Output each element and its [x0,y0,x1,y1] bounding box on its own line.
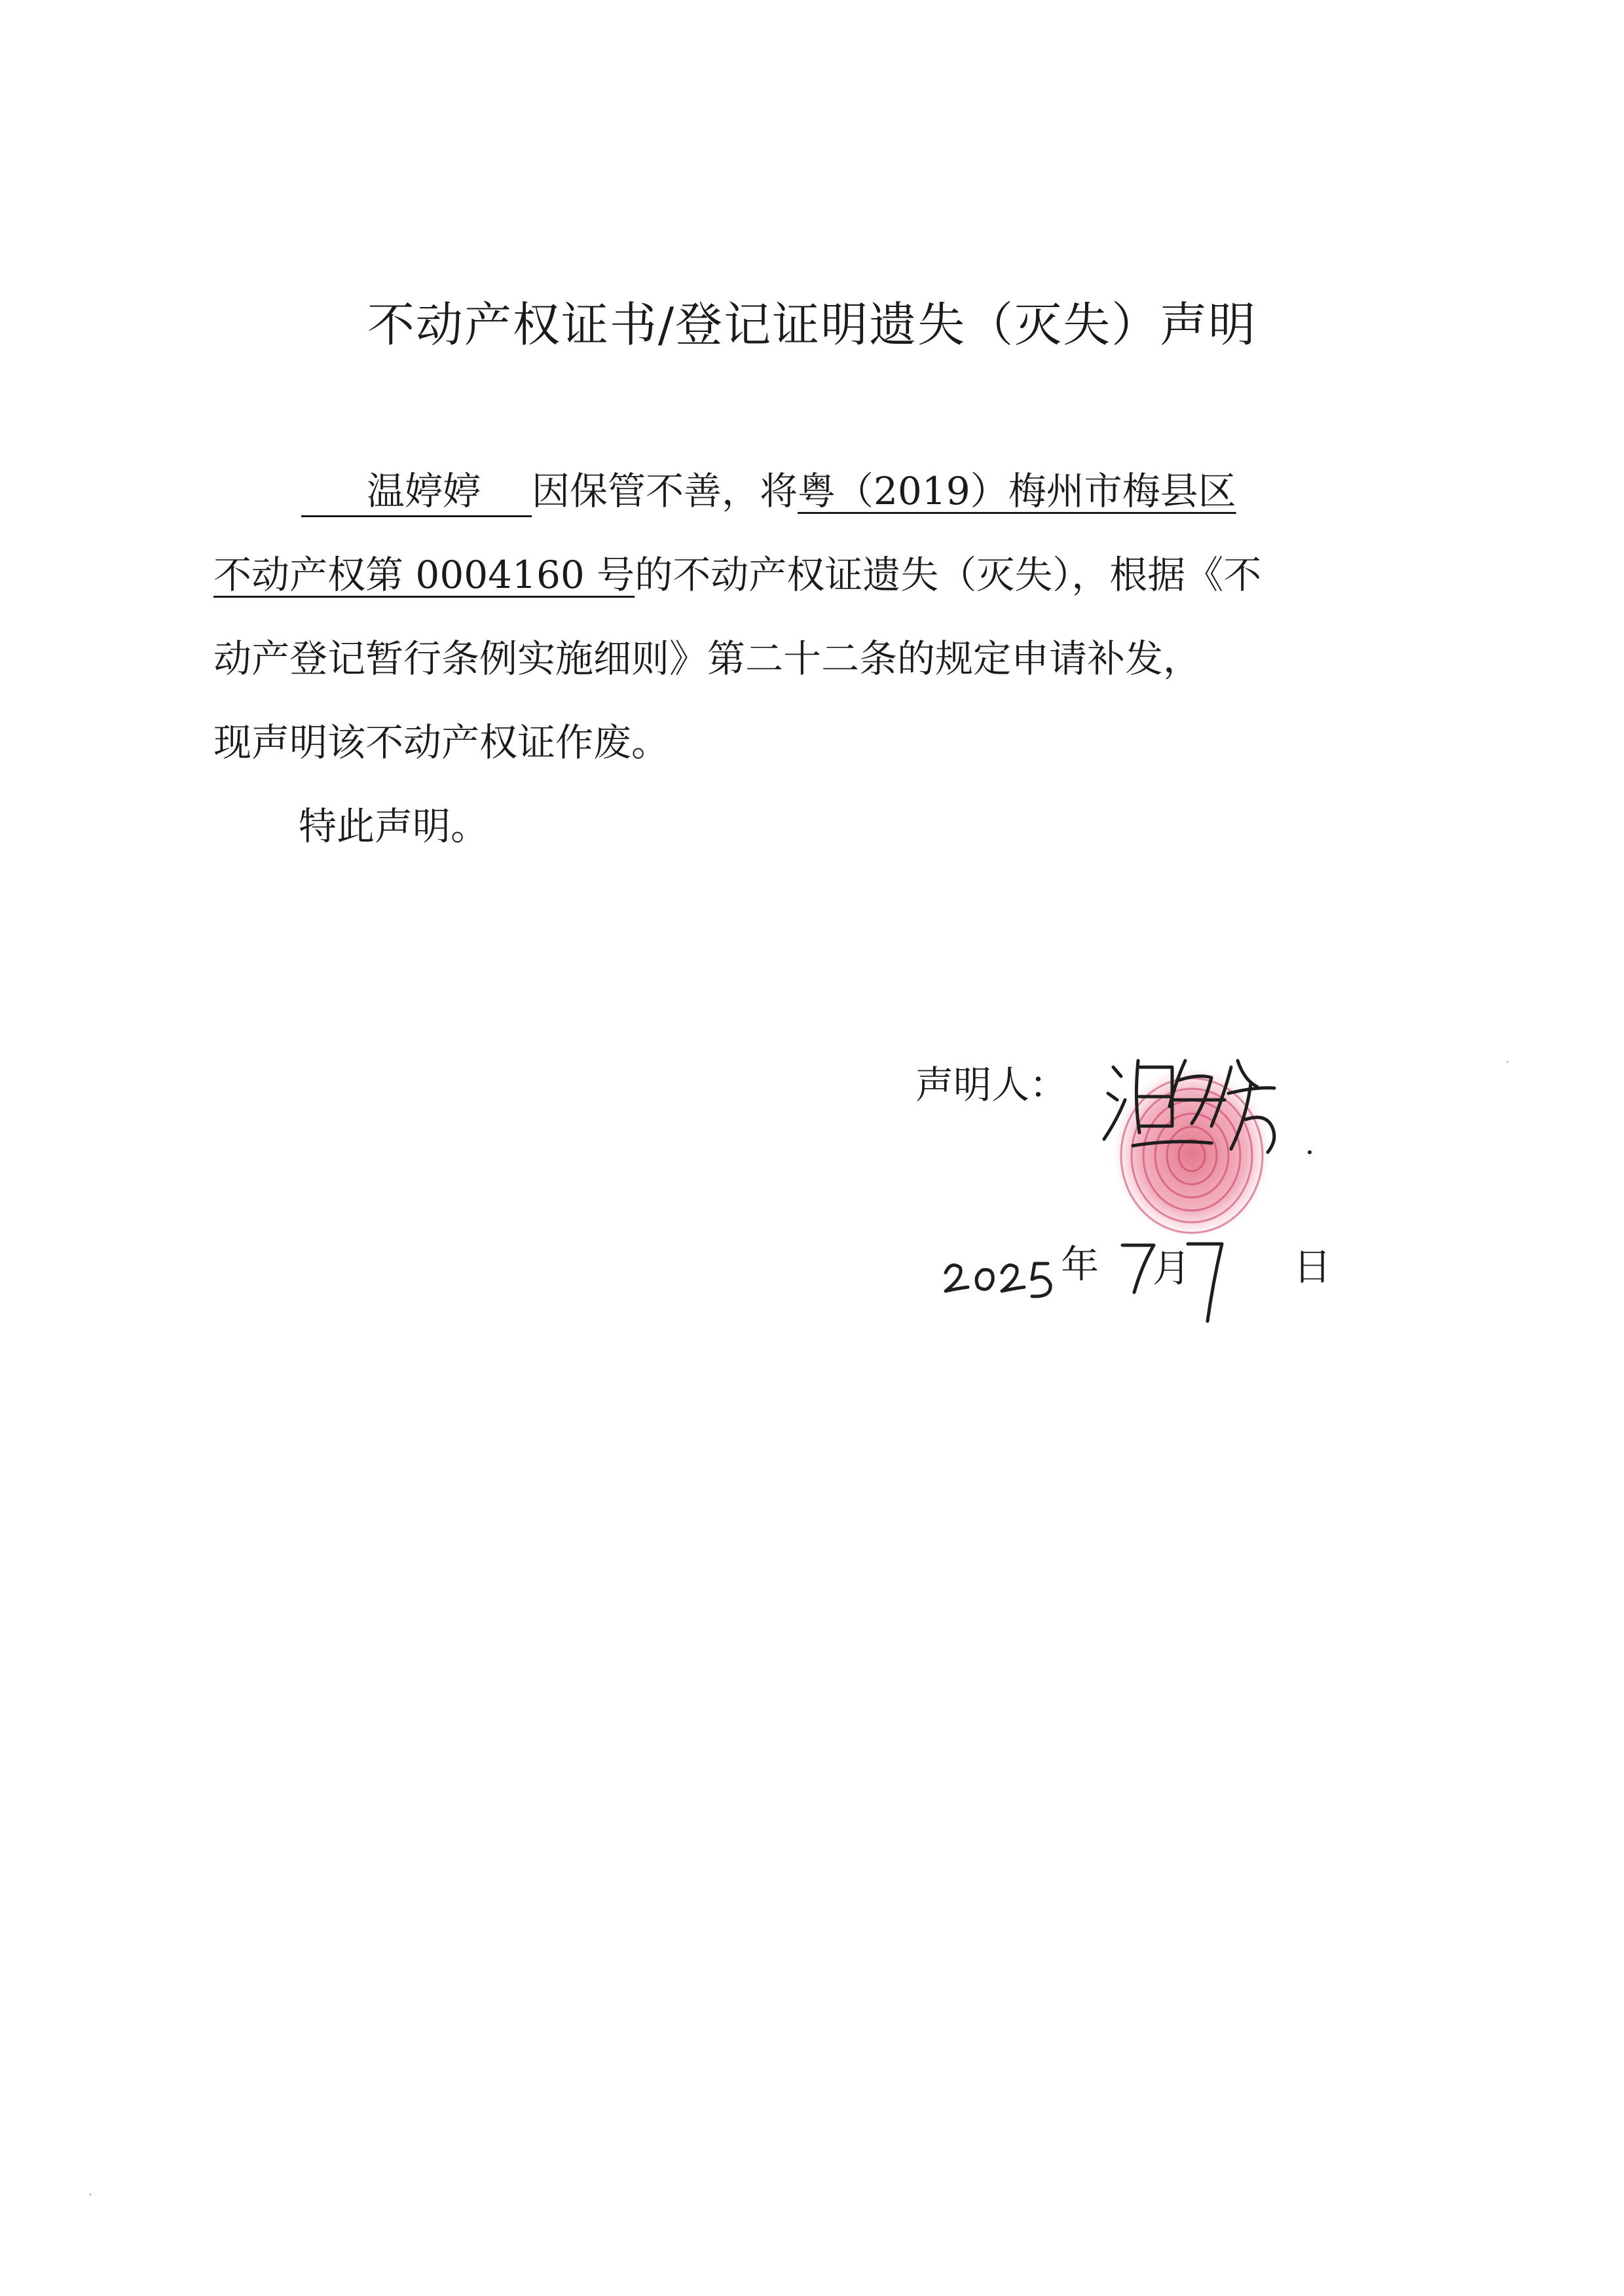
month-unit: 月 [1153,1246,1191,1290]
scan-speck [89,2193,92,2196]
day-unit: 日 [1293,1245,1332,1289]
certificate-number-part1: 粤（2019）梅州市梅县区 [798,469,1236,513]
date-line [936,1224,1342,1322]
holder-name: 温婷婷 [301,467,532,517]
scan-speck [1506,1061,1509,1063]
signer-label: 声明人： [915,1063,1068,1107]
page-title: 不动产权证书/登记证明遗失（灭失）声明 [367,297,1257,352]
paragraph-line-4: 现声明该不动产权证作废。 [213,720,670,765]
paragraph-line-3: 动产登记暂行条例实施细则》第二十二条的规定申请补发， [213,636,1202,681]
closing-statement: 特此声明。 [299,804,489,848]
paragraph-line-2 [213,549,1261,601]
certificate-number-part2: 不动产权第 0004160 号 [213,553,635,597]
paragraph-line-1 [301,465,1236,517]
line2-rest: 的不动产权证遗失（灭失），根据《不 [635,553,1262,597]
handwritten-year-2025 [936,1231,1133,1309]
fingerprint-and-signature-drawing [1074,1021,1349,1244]
year-unit: 年 [1061,1242,1099,1286]
signature-with-fingerprint [1074,1021,1349,1244]
line1-middle: 因保管不善，将 [532,469,798,513]
